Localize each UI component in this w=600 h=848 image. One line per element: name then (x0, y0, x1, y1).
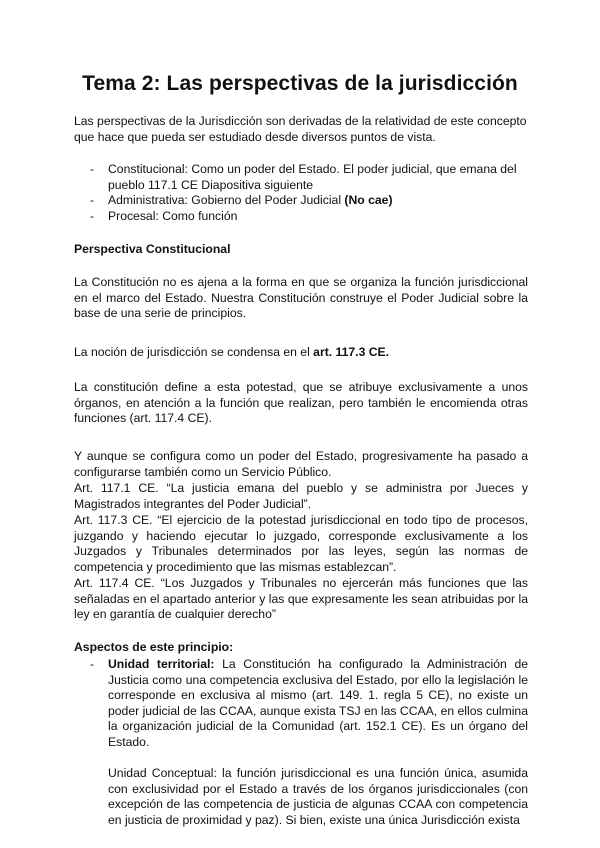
unidad-territorial-label: Unidad territorial: (108, 657, 215, 671)
section-heading-constitucional: Perspectiva Constitucional (74, 242, 231, 256)
bullet-dash: - (90, 193, 95, 208)
paragraph-bold: art. 117.3 CE. (313, 345, 390, 359)
paragraph-text: La noción de jurisdicción se condensa en el (74, 345, 314, 359)
paragraph (74, 345, 528, 361)
intro-paragraph: Las perspectivas de la Jurisdicción son derivadas de la relatividad de este concepto que hace que pueda ser estudiado desde diversos puntos de vista. (74, 114, 527, 144)
bullet-dash: - (90, 657, 95, 671)
unidad-territorial-text: La Constitución ha configurado la Administración de Justicia como una competencia exclusiva del Estado, por ello la legislación le corresponde en exclusiva al mismo (art. 149. 1. regla 5 CE), no existe un poder judicial de las CCAA, aunque exista TSJ en las CCAA, en ellos culmina la organización judicial de la Comunidad (art. 152.1 CE). Es un órgano del Estado. (108, 657, 528, 749)
list-item (74, 162, 528, 193)
list-item (74, 209, 528, 225)
paragraph: La Constitución no es ajena a la forma en que se organiza la función jurisdiccional en el marco del Estado. Nuestra Constitución construye el Poder Judicial sobre la base de una serie de principios. (74, 275, 528, 321)
article-quote-117-3: Art. 117.3 CE. “El ejercicio de la potestad jurisdiccional en todo tipo de procesos, juzgando y haciendo ejecutar lo juzgado, corresponde exclusivamente a los Juzgados y Tribunales determinados por las leyes, según las normas de competencia y procedimiento que las mismas establezcan”. (74, 513, 528, 574)
list-item-bold: (No cae) (344, 193, 393, 208)
paragraph: La constitución define a esta potestad, que se atribuye exclusivamente a unos órganos, en atención a la función que realizan, pero también le encomienda otras funciones (art. 117.4 CE). (74, 380, 528, 426)
bullet-dash: - (90, 208, 95, 223)
section-heading-aspectos: Aspectos de este principio: (74, 640, 234, 654)
article-quote-117-4: Art. 117.4 CE. “Los Juzgados y Tribunales no ejercerán más funciones que las señaladas en el apartado anterior y las que expresamente les sean atribuidas por la ley en garantía de cualquier derecho” (74, 576, 528, 622)
list-item (74, 193, 528, 209)
list-item-text: Administrativa: Gobierno del Poder Judicial (108, 193, 345, 208)
paragraph: Y aunque se configura como un poder del Estado, progresivamente ha pasado a configurarse también como un Servicio Público. (74, 449, 528, 479)
unidad-conceptual-paragraph: Unidad Conceptual: la función jurisdiccional es una función única, asumida con exclusividad por el Estado a través de los órganos jurisdiccionales (con excepción de las competencia de justicia de algunas CCAA con competencia en justicia de proximidad y paz). Si bien, existe una única Jurisdicción exista (108, 766, 528, 827)
page-title: Tema 2: Las perspectivas de la jurisdicción (82, 72, 518, 95)
article-quote-117-1: Art. 117.1 CE. “La justicia emana del pueblo y se administra por Jueces y Magistrados integrantes del Poder Judicial”. (74, 481, 528, 511)
list-item-text: Constitucional: Como un poder del Estado. El poder judicial, que emana del pueblo 117.1 CE Diapositiva siguiente (108, 162, 517, 192)
list-item-text: Procesal: Como función (108, 208, 238, 223)
bullet-dash: - (90, 162, 95, 176)
unidad-territorial-paragraph (108, 657, 528, 751)
perspectives-list (74, 162, 528, 224)
